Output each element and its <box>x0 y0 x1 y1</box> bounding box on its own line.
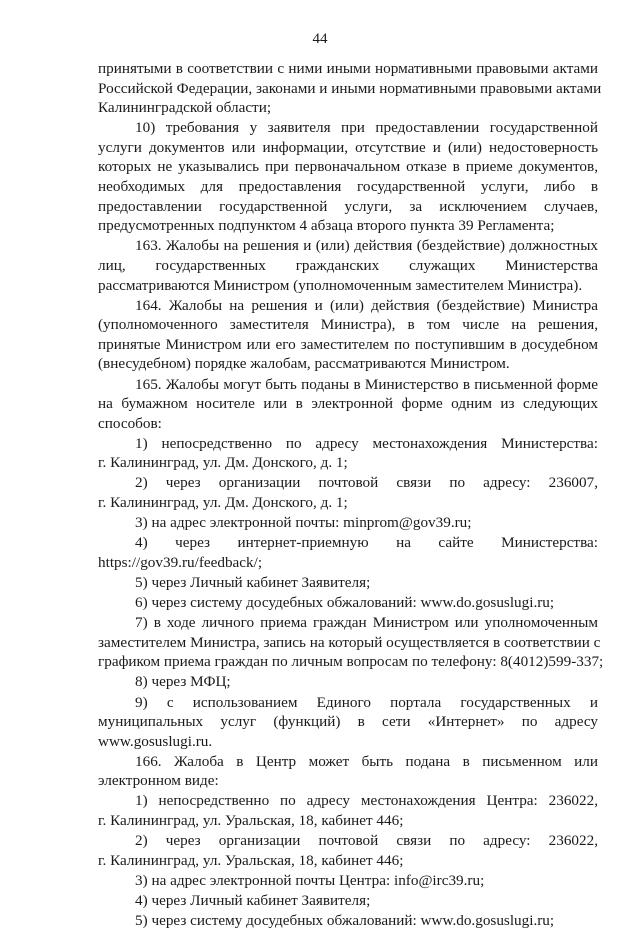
text-line: 5) через систему досудебных обжалований: www.do.gosuslugi.ru; <box>135 912 555 930</box>
text-line: (уполномоченного заместителя Министра), в том числе на решения, <box>98 316 598 334</box>
paragraph <box>98 236 598 295</box>
paragraph <box>98 693 598 752</box>
text-line: г. Калининград, ул. Дм. Донского, д. 1; <box>98 494 348 512</box>
text-line: 9) с использованием Единого портала государственных и <box>135 693 598 711</box>
paragraph <box>98 296 598 374</box>
text-line: электронном виде: <box>98 772 219 790</box>
paragraph <box>98 513 598 533</box>
text-line: 165. Жалобы могут быть поданы в Министерство в письменной форме <box>135 375 598 393</box>
text-line: 164. Жалобы на решения и (или) действия (бездействие) Министра <box>135 296 598 314</box>
text-line: 1) непосредственно по адресу местонахождения Министерства: <box>135 434 598 452</box>
paragraph <box>98 613 604 672</box>
text-line: 10) требования у заявителя при предоставлении государственной <box>135 119 598 137</box>
paragraph <box>98 672 598 692</box>
text-line: (внесудебном) порядке жалобам, рассматриваются Министром. <box>98 355 510 373</box>
text-line: 1) непосредственно по адресу местонахождения Центра: 236022, <box>135 792 598 810</box>
paragraph <box>98 911 598 931</box>
paragraph <box>98 831 598 870</box>
text-line: 8) через МФЦ; <box>135 673 231 691</box>
text-line: на бумажном носителе или в электронной форме одним из следующих <box>98 395 598 413</box>
text-line: Российской Федерации, законами и иными нормативными правовыми актами <box>98 79 602 97</box>
text-line: 4) через интернет-приемную на сайте Министерства: <box>135 534 598 552</box>
text-line: муниципальных услуг (функций) в сети «Интернет» по адресу <box>98 713 598 731</box>
text-line: графиком приема граждан по личным вопросам по телефону: 8(4012)599-337; <box>98 653 604 671</box>
paragraph <box>98 791 598 830</box>
text-line: рассматриваются Министром (уполномоченным заместителем Министра). <box>98 276 583 294</box>
paragraph <box>98 752 598 791</box>
text-line: 4) через Личный кабинет Заявителя; <box>135 891 371 909</box>
text-line: 3) на адрес электронной почты: minprom@gov39.ru; <box>135 514 472 532</box>
text-line: которых не указывались при первоначальном отказе в приеме документов, <box>98 158 598 176</box>
paragraph <box>98 59 602 118</box>
text-line: услуги документов или информации, отсутствие и (или) недостоверность <box>98 138 598 156</box>
text-line: 7) в ходе личного приема граждан Министром или уполномоченным <box>135 614 598 632</box>
paragraph <box>98 434 598 473</box>
text-line: 2) через организации почтовой связи по адресу: 236007, <box>135 474 598 492</box>
text-line: принятые Министром или его заместителем по поступившим в досудебном <box>98 335 598 353</box>
page-number: 44 <box>312 31 328 47</box>
text-line: г. Калининград, ул. Дм. Донского, д. 1; <box>98 454 348 472</box>
text-line: 6) через систему досудебных обжалований: www.do.gosuslugi.ru; <box>135 594 555 612</box>
text-line: лиц, государственных гражданских служащих Министерства <box>98 256 598 274</box>
paragraph <box>98 375 598 434</box>
paragraph <box>98 871 598 891</box>
text-line: Калининградской области; <box>98 99 272 117</box>
paragraph <box>98 573 598 593</box>
text-line: www.gosuslugi.ru. <box>98 732 213 750</box>
paragraph <box>98 593 598 613</box>
text-line: 2) через организации почтовой связи по адресу: 236022, <box>135 832 598 850</box>
text-line: г. Калининград, ул. Уральская, 18, кабинет 446; <box>98 812 404 830</box>
text-line: 3) на адрес электронной почты Центра: info@irc39.ru; <box>135 871 485 889</box>
text-line: необходимых для предоставления государственной услуги, либо в <box>98 178 598 196</box>
text-line: https://gov39.ru/feedback/; <box>98 553 263 571</box>
text-line: предусмотренных подпунктом 4 абзаца второго пункта 39 Регламента; <box>98 217 555 235</box>
text-line: заместителем Министра, запись на который осуществляется в соответствии с <box>98 633 601 651</box>
text-line: способов: <box>98 414 162 432</box>
paragraph <box>98 473 598 512</box>
paragraph <box>98 891 598 911</box>
text-line: 163. Жалобы на решения и (или) действия (бездействие) должностных <box>135 237 598 255</box>
paragraph <box>98 118 598 236</box>
text-line: г. Калининград, ул. Уральская, 18, кабинет 446; <box>98 851 404 869</box>
text-line: предоставлении государственной услуги, за исключением случаев, <box>98 197 598 215</box>
paragraph <box>98 533 598 572</box>
text-line: принятыми в соответствии с ними иными нормативными правовыми актами <box>98 60 598 77</box>
document-body <box>98 59 604 931</box>
text-line: 166. Жалоба в Центр может быть подана в письменном или <box>135 752 598 770</box>
text-line: 5) через Личный кабинет Заявителя; <box>135 573 371 591</box>
